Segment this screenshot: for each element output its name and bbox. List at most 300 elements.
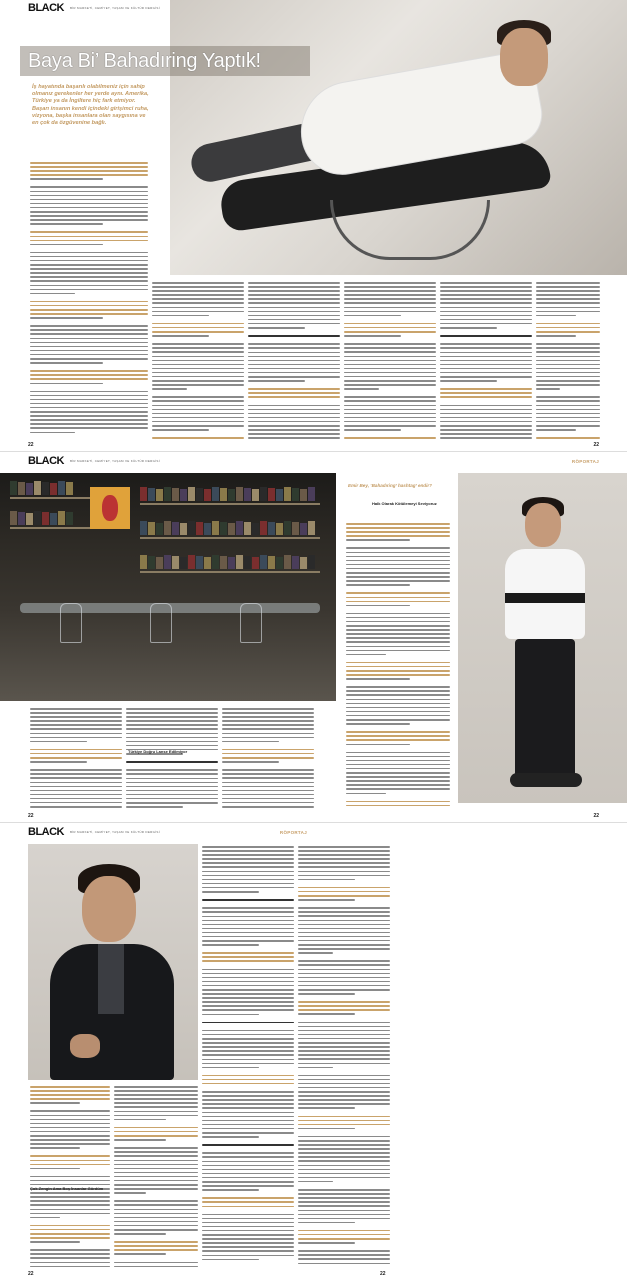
text-line (298, 1148, 390, 1150)
text-line (346, 617, 450, 619)
text-line (536, 380, 600, 382)
text-line (346, 760, 450, 762)
text-line (30, 199, 148, 201)
photo-book (204, 557, 211, 569)
text-line (202, 1177, 294, 1179)
text-line (202, 997, 294, 999)
text-line (126, 745, 218, 747)
text-line (536, 417, 600, 419)
text-line (298, 1095, 390, 1097)
text-line (298, 1013, 355, 1015)
text-line (114, 1225, 198, 1227)
text-line (298, 1214, 390, 1216)
text-line (536, 405, 600, 407)
text-line (202, 1214, 294, 1216)
text-line (222, 728, 314, 730)
photo-book (172, 522, 179, 535)
text-line (248, 380, 305, 382)
text-line (30, 309, 148, 311)
text-line (344, 409, 436, 411)
text-line (440, 409, 532, 411)
text-line (202, 1107, 294, 1109)
text-line (440, 360, 532, 362)
text-line (346, 629, 450, 631)
text-line (536, 302, 600, 304)
text-line (344, 405, 436, 407)
text-line (222, 757, 314, 759)
text-line (152, 327, 244, 329)
text-line (298, 1169, 390, 1171)
text-line (152, 290, 244, 292)
text-line (248, 429, 340, 431)
text-line (346, 784, 450, 786)
text-line (202, 1009, 294, 1011)
text-line (346, 744, 410, 746)
text-line (346, 650, 450, 652)
text-line (346, 601, 450, 603)
text-line (114, 1094, 198, 1096)
text-line (202, 1124, 294, 1126)
text-line (346, 670, 450, 672)
text-line (30, 1110, 110, 1112)
text-line (202, 875, 294, 877)
text-line (298, 1042, 390, 1044)
text-line (30, 236, 148, 238)
text-line (202, 846, 294, 848)
photo-book (276, 523, 283, 535)
text-line (346, 719, 450, 721)
text-line (126, 720, 218, 722)
text-line (346, 703, 450, 705)
text-line (222, 716, 314, 718)
text-line (344, 356, 436, 358)
page-number-right: 22 (593, 813, 599, 819)
text-line (152, 302, 244, 304)
page-number-right: 22 (380, 1271, 386, 1277)
text-line (30, 427, 148, 429)
text-line (346, 768, 450, 770)
text-line (202, 1030, 294, 1032)
text-line (202, 879, 294, 881)
text-line (202, 940, 294, 942)
text-line (346, 654, 386, 656)
text-line (222, 790, 314, 792)
text-line (202, 1165, 294, 1167)
text-line (346, 748, 450, 752)
text-line (30, 720, 122, 722)
text-line (346, 662, 450, 664)
text-line (30, 219, 148, 221)
text-line (344, 400, 436, 402)
text-line (202, 1042, 294, 1044)
text-line (152, 425, 244, 427)
text-line (114, 1131, 198, 1133)
text-line (298, 1263, 390, 1265)
text-line (30, 346, 148, 348)
text-line (114, 1111, 198, 1113)
text-line (202, 1234, 294, 1236)
text-line (440, 290, 532, 292)
text-line (114, 1245, 198, 1247)
photo-book (220, 488, 227, 501)
text-line (298, 1054, 390, 1056)
text-line (346, 764, 450, 766)
text-line (30, 407, 148, 409)
text-line (30, 1262, 110, 1264)
photo-book (244, 488, 251, 501)
text-line (298, 911, 390, 913)
text-line (202, 1054, 294, 1056)
text-line (30, 757, 122, 759)
text-line (298, 899, 355, 901)
text-line (440, 396, 532, 398)
text-line (30, 1094, 110, 1096)
text-line (298, 850, 390, 852)
photo-book (26, 513, 33, 525)
text-line (126, 786, 218, 788)
text-line (298, 1026, 390, 1028)
text-line (536, 286, 600, 288)
text-line (202, 1120, 294, 1122)
text-line (30, 436, 148, 440)
text-line (202, 1185, 294, 1187)
text-line (30, 1237, 110, 1239)
text-line (30, 313, 148, 315)
text-line (30, 378, 148, 380)
text-line (202, 866, 294, 868)
text-line (30, 333, 148, 335)
text-column-3 (222, 708, 314, 813)
text-line (298, 1173, 390, 1175)
text-line (126, 737, 218, 739)
text-line (346, 711, 450, 713)
photo-figure-head (500, 28, 548, 86)
section-label: RÖPORTAJ (571, 459, 599, 464)
text-line (202, 1222, 294, 1224)
photo-book (148, 522, 155, 535)
text-line (298, 924, 390, 926)
photo-book (212, 555, 219, 569)
text-line (30, 1266, 110, 1268)
photo-book (252, 557, 259, 569)
text-line (346, 780, 450, 782)
text-line (30, 733, 122, 735)
text-line (222, 733, 314, 735)
text-line (30, 395, 148, 397)
text-line (202, 1226, 294, 1228)
photo-book (180, 523, 187, 535)
text-line (346, 752, 450, 754)
text-line (114, 1139, 166, 1141)
text-line (30, 350, 148, 352)
text-line (344, 347, 436, 349)
text-line (536, 368, 600, 370)
text-line (536, 331, 600, 333)
text-line (298, 1250, 390, 1252)
text-line (248, 294, 340, 296)
photo-book (244, 522, 251, 535)
text-line (152, 409, 244, 411)
text-line (30, 264, 148, 266)
text-line (202, 1181, 294, 1183)
text-line (440, 347, 532, 349)
text-line (114, 1217, 198, 1219)
text-line (298, 1046, 390, 1048)
text-line (30, 285, 148, 287)
text-line (30, 195, 148, 197)
photo-book (172, 556, 179, 569)
text-line (298, 960, 390, 962)
text-line (346, 694, 450, 696)
text-line (298, 1144, 390, 1146)
section-label: RÖPORTAJ (279, 830, 307, 835)
text-line (440, 421, 532, 423)
text-line (536, 425, 600, 427)
text-line (30, 1180, 110, 1182)
text-line (152, 323, 244, 325)
photo-book (140, 555, 147, 569)
text-line (30, 260, 148, 262)
text-line (440, 392, 532, 394)
text-line (152, 388, 187, 390)
text-line (536, 315, 576, 317)
text-line (344, 307, 436, 309)
text-line (202, 1014, 259, 1016)
photo-book (236, 487, 243, 501)
text-line (346, 739, 450, 741)
photo-book (260, 521, 267, 535)
text-line (202, 932, 294, 934)
text-line (152, 311, 244, 313)
text-line (248, 298, 340, 300)
text-line (344, 413, 436, 415)
text-line (126, 769, 218, 771)
text-line (30, 166, 148, 168)
text-line (30, 798, 122, 800)
text-line (114, 1200, 198, 1202)
text-line (536, 364, 600, 366)
text-line (298, 985, 390, 987)
text-line (202, 1063, 294, 1065)
text-line (126, 794, 218, 796)
photo-figure-pants (515, 639, 575, 779)
text-line (344, 425, 436, 427)
text-line (346, 597, 450, 599)
text-line (114, 1106, 198, 1108)
text-line (30, 716, 122, 718)
text-line (152, 356, 244, 358)
text-line (30, 724, 122, 726)
text-line (344, 437, 436, 439)
photo-book (260, 487, 267, 501)
text-line (202, 911, 294, 913)
photo-book (220, 556, 227, 569)
text-line (202, 1095, 294, 1097)
text-line (298, 1140, 390, 1142)
text-line (152, 421, 244, 423)
text-line (202, 899, 294, 901)
page-number-left: 22 (28, 1271, 34, 1277)
photo-pop-art-figure (102, 495, 118, 521)
text-line (222, 712, 314, 714)
text-line (536, 298, 600, 300)
photo-book (196, 522, 203, 535)
text-line (30, 1233, 110, 1235)
photo-book (220, 522, 227, 535)
photo-book (188, 487, 195, 501)
text-line (344, 360, 436, 362)
text-column-1 (30, 1086, 110, 1271)
text-line (30, 305, 148, 307)
text-line (114, 1192, 146, 1194)
text-line (30, 1155, 110, 1157)
text-line (298, 1050, 390, 1052)
text-line (202, 1083, 294, 1085)
text-line (30, 790, 122, 792)
text-line (298, 973, 390, 975)
text-line (202, 985, 294, 987)
text-line (202, 1161, 294, 1163)
text-line (30, 708, 122, 710)
photo-book (58, 481, 65, 495)
text-line (152, 282, 244, 284)
text-line (344, 351, 436, 353)
text-line (202, 1079, 294, 1081)
photo-book (26, 483, 33, 495)
photo-book (140, 487, 147, 501)
text-line (346, 523, 450, 525)
text-line (248, 417, 340, 419)
text-line (30, 256, 148, 258)
text-line (346, 690, 450, 692)
page-number-right: 22 (593, 442, 599, 448)
text-line (30, 170, 148, 172)
text-line (30, 1147, 80, 1149)
text-line (346, 756, 450, 758)
text-line (152, 298, 244, 300)
text-line (298, 1136, 390, 1138)
text-line (344, 290, 436, 292)
text-line (298, 928, 390, 930)
text-line (298, 858, 390, 860)
text-line (30, 223, 103, 225)
text-line (30, 728, 122, 730)
text-line (346, 625, 450, 627)
text-line (30, 423, 148, 425)
text-line (152, 417, 244, 419)
text-line (298, 879, 355, 881)
photo-book (164, 521, 171, 535)
text-line (222, 773, 314, 775)
photo-book (204, 523, 211, 535)
photo-book (18, 512, 25, 525)
text-line (298, 1116, 390, 1118)
text-line (30, 1225, 110, 1227)
text-line (248, 372, 340, 374)
text-line (440, 335, 532, 337)
text-line (536, 282, 600, 284)
text-line (440, 298, 532, 300)
text-line (202, 965, 294, 969)
text-line (346, 539, 410, 541)
text-line (202, 1059, 294, 1061)
photo-book (308, 521, 315, 535)
photo-book (188, 555, 195, 569)
text-line (114, 1155, 198, 1157)
text-line (344, 331, 436, 333)
text-line (346, 641, 450, 643)
text-line (248, 388, 340, 390)
text-line (202, 952, 294, 954)
text-line (222, 786, 314, 788)
text-line (298, 1258, 390, 1260)
text-line (536, 413, 600, 415)
text-line (202, 936, 294, 938)
text-line (202, 854, 294, 856)
text-line (202, 1206, 294, 1208)
text-line (346, 547, 450, 549)
text-line (298, 1189, 390, 1191)
photo-book (268, 556, 275, 569)
text-line (202, 1218, 294, 1220)
text-line (202, 1116, 294, 1118)
photo-book (276, 489, 283, 501)
article-lead: İş hayatında başarılı olabilmeniz için sahip olmanız gerekenler her yerde aynı. Amerika, Türkiye ya da İngiltere hiç fark etmiyor. Başarı insanın kendi içindeki girişimci ruha, vizyona, başka insanlara olan saygısına ve en çok da özgüvenine bağlı. (32, 84, 149, 127)
text-line (346, 605, 410, 607)
photo-book (284, 521, 291, 535)
text-line (536, 376, 600, 378)
text-line (30, 338, 148, 340)
text-line (126, 790, 218, 792)
text-line (202, 1259, 259, 1261)
text-line (114, 1090, 198, 1092)
text-line (346, 699, 450, 701)
text-line (298, 1099, 390, 1101)
text-line (202, 1103, 294, 1105)
text-line (440, 343, 532, 345)
photo-book (292, 488, 299, 501)
photo-book (244, 556, 251, 569)
text-line (298, 1222, 355, 1224)
photo-book (34, 481, 41, 495)
text-line (30, 1143, 110, 1145)
photo-book (10, 511, 17, 525)
text-line (536, 421, 600, 423)
text-line (248, 323, 340, 325)
text-line (298, 977, 390, 979)
text-line (30, 211, 148, 213)
article-question: Emir Bey, ‘Bahadıring’ hashtag’ endir? (348, 483, 432, 488)
text-line (30, 203, 148, 205)
spread-header (0, 824, 627, 840)
magazine-logo: BLACK (28, 826, 64, 838)
text-line (152, 396, 244, 398)
text-line (536, 356, 600, 358)
magazine-spread-1 (0, 0, 627, 452)
text-line (114, 1160, 198, 1162)
photo-figure-head (82, 876, 136, 942)
text-line (202, 1173, 294, 1175)
photo-book (300, 523, 307, 535)
text-line (30, 1217, 60, 1219)
text-line (30, 712, 122, 714)
text-line (298, 1103, 390, 1105)
text-line (346, 646, 450, 648)
text-line (30, 1204, 110, 1206)
text-line (344, 323, 436, 325)
text-line (536, 343, 600, 345)
text-line (30, 293, 75, 295)
